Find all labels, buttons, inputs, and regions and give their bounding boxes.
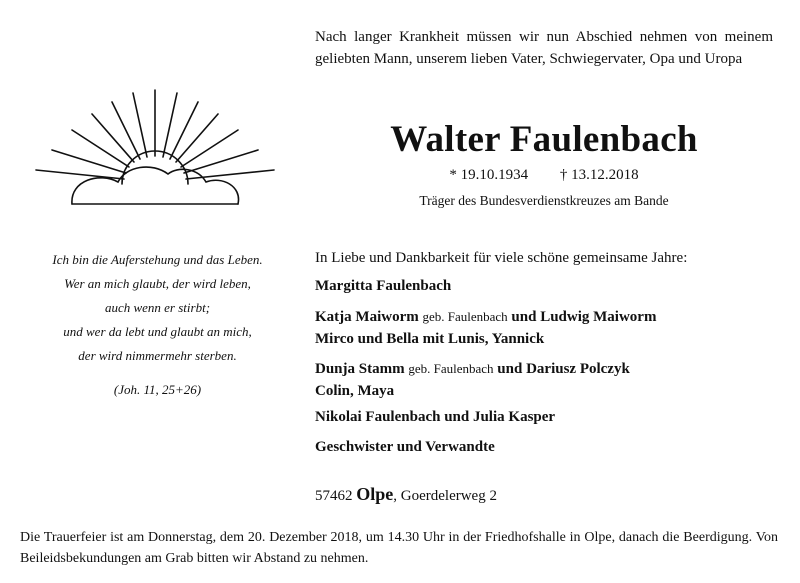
mourner-partner: und Dariusz Polczyk [497, 361, 630, 377]
death-date: † 13.12.2018 [559, 167, 639, 183]
mourner-group [315, 306, 656, 350]
city: Olpe [356, 484, 394, 504]
life-dates [315, 167, 773, 184]
funeral-info: Die Trauerfeier ist am Donnerstag, dem 20. Dezember 2018, um 14.30 Uhr in der Friedhofshalle in Olpe, danach die Beerdigung. Von Beileidsbekundungen am Grab bitten wir Abstand zu nehmen. [20, 530, 778, 566]
maiden-name: geb. Faulenbach [408, 361, 494, 376]
deceased-name: Walter Faulenbach [390, 119, 698, 160]
mourner-children: Colin, Maya [315, 383, 395, 399]
quote-reference: (Joh. 11, 25+26) [113, 382, 202, 397]
birth-date: * 19.10.1934 [449, 167, 529, 183]
mourners-address [315, 484, 497, 505]
quote-line: der wird nimmermehr sterben. [78, 348, 237, 363]
mourner-children: Mirco und Bella mit Lunis, Yannick [315, 331, 545, 347]
mourner-name: Katja Maiworm [315, 309, 419, 325]
mourner-name: Geschwister und Verwandte [315, 439, 495, 455]
mourner-name: Nikolai Faulenbach und Julia Kasper [315, 409, 556, 425]
mourner-group [315, 358, 630, 402]
honor-line: Träger des Bundesverdienstkreuzes am Bande [419, 193, 669, 208]
postal-code: 57462 [315, 488, 353, 504]
mourner-line [315, 275, 451, 297]
quote-line: Ich bin die Auferstehung und das Leben. [52, 252, 263, 267]
street: , Goerdelerweg 2 [393, 488, 497, 504]
thanks-line: In Liebe und Dankbarkeit für viele schöne gemeinsame Jahre: [315, 250, 688, 266]
mourner-name: Margitta Faulenbach [315, 278, 452, 294]
mourner-partner: und Ludwig Maiworm [511, 309, 657, 325]
quote-line: und wer da lebt und glaubt an mich, [63, 324, 252, 339]
quote-line: auch wenn er stirbt; [104, 300, 211, 315]
mourner-name: Dunja Stamm [315, 361, 405, 377]
mourner-line [315, 406, 555, 428]
mourner-line [315, 436, 495, 458]
quote-line: Wer an mich glaubt, der wird leben, [64, 276, 251, 291]
maiden-name: geb. Faulenbach [422, 309, 508, 324]
rising-sun-over-clouds-illustration [30, 88, 280, 213]
bible-quote [20, 248, 295, 402]
intro-text: Nach langer Krankheit müssen wir nun Abschied nehmen von meinem geliebten Mann, unserem lieben Vater, Schwiegervater, Opa und Uropa [315, 29, 773, 67]
